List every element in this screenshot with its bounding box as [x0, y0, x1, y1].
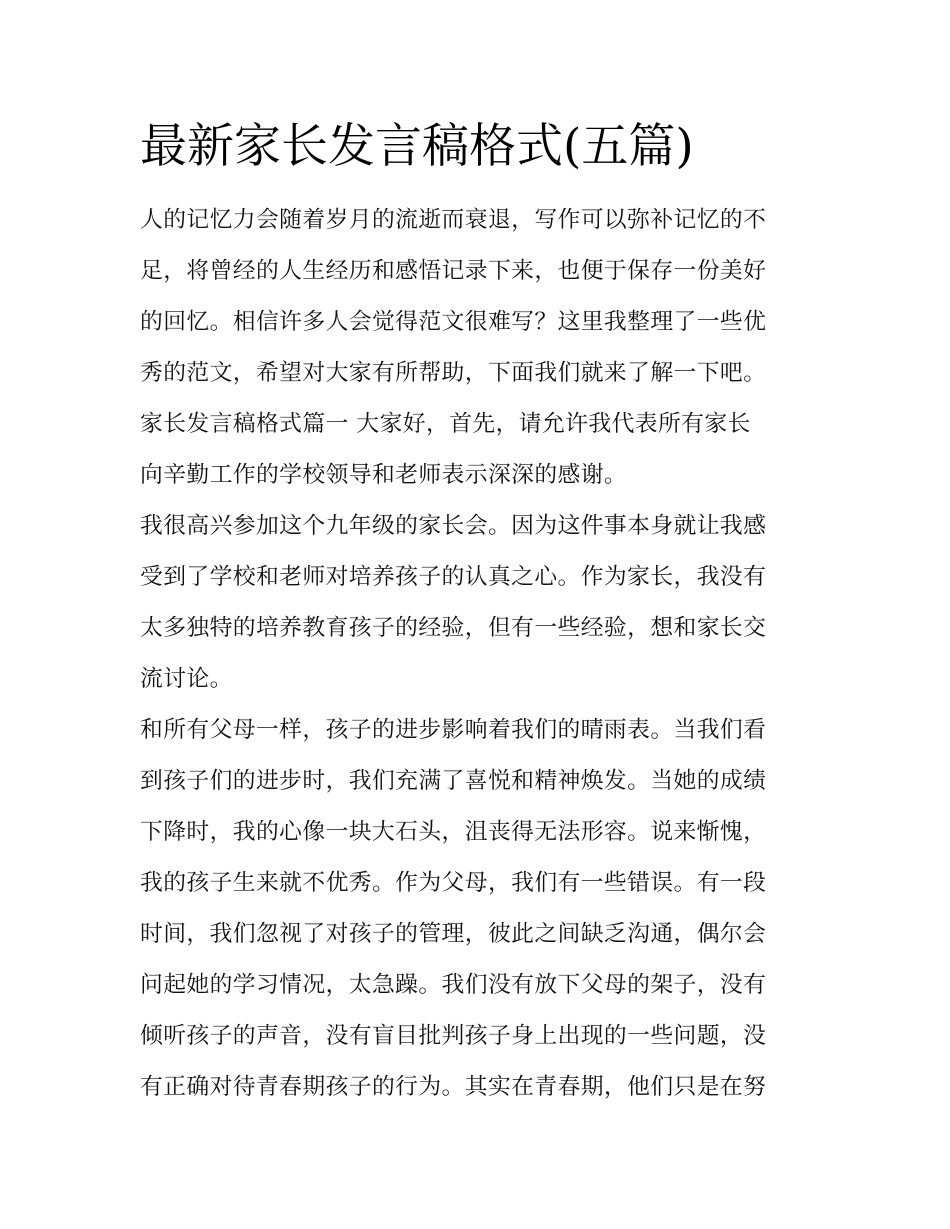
text-line-4: 秀的范文，希望对大家有所帮助，下面我们就来了解一下吧。 — [140, 360, 767, 386]
text-line-16: 问起她的学习情况，太急躁。我们没有放下父母的架子，没有 — [140, 972, 767, 998]
text-line-5: 家长发言稿格式篇一 大家好，首先，请允许我代表所有家长 — [140, 411, 751, 437]
text-line-9: 太多独特的培养教育孩子的经验，但有一些经验，想和家长交 — [140, 615, 767, 641]
text-line-13: 下降时，我的心像一块大石头，沮丧得无法形容。说来惭愧， — [140, 819, 767, 845]
text-line-11: 和所有父母一样，孩子的进步影响着我们的晴雨表。当我们看 — [140, 717, 767, 743]
text-line-15: 时间，我们忽视了对孩子的管理，彼此之间缺乏沟通，偶尔会 — [140, 921, 767, 947]
text-line-1: 人的记忆力会随着岁月的流逝而衰退，写作可以弥补记忆的不 — [140, 207, 767, 233]
text-line-2: 足，将曾经的人生经历和感悟记录下来，也便于保存一份美好 — [140, 258, 767, 284]
text-line-3: 的回忆。相信许多人会觉得范文很难写？这里我整理了一些优 — [140, 309, 767, 335]
text-line-10: 流讨论。 — [140, 666, 233, 692]
document-title: 最新家长发言稿格式(五篇) — [140, 119, 694, 174]
text-line-8: 受到了学校和老师对培养孩子的认真之心。作为家长，我没有 — [140, 564, 767, 590]
text-line-7: 我很高兴参加这个九年级的家长会。因为这件事本身就让我感 — [140, 513, 767, 539]
text-line-12: 到孩子们的进步时，我们充满了喜悦和精神焕发。当她的成绩 — [140, 768, 767, 794]
text-line-17: 倾听孩子的声音，没有盲目批判孩子身上出现的一些问题，没 — [140, 1023, 767, 1049]
text-line-14: 我的孩子生来就不优秀。作为父母，我们有一些错误。有一段 — [140, 870, 767, 896]
text-line-6: 向辛勤工作的学校领导和老师表示深深的感谢。 — [140, 462, 628, 488]
text-line-18: 有正确对待青春期孩子的行为。其实在青春期，他们只是在努 — [140, 1074, 767, 1100]
